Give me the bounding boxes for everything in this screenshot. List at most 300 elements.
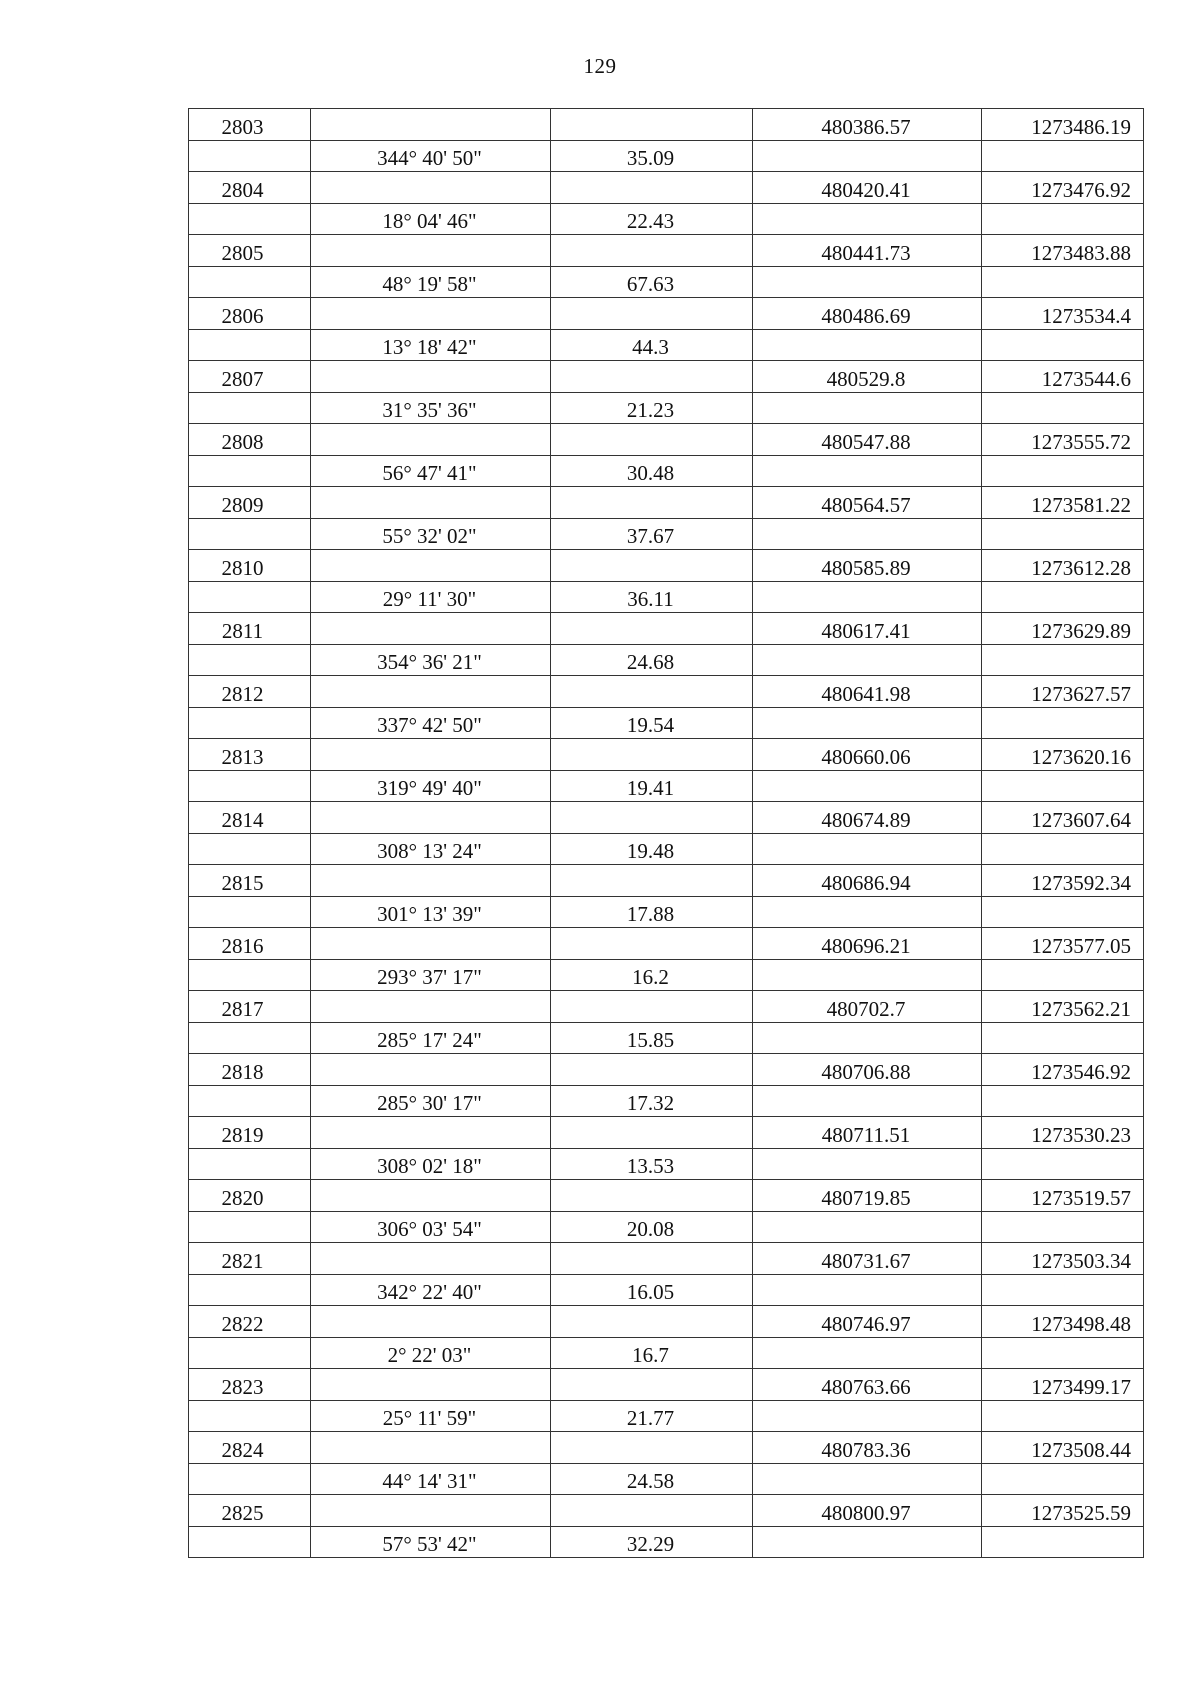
bearing-cell — [311, 361, 551, 393]
y-coordinate-value: 1273476.92 — [1031, 178, 1131, 202]
bearing-value: 57° 53' 42" — [382, 1532, 477, 1556]
station-value: 2807 — [221, 367, 264, 391]
y-coordinate-cell — [982, 1369, 1144, 1401]
y-coordinate-cell — [982, 1212, 1144, 1243]
y-coordinate-cell — [982, 991, 1144, 1023]
distance-cell — [551, 204, 753, 235]
x-coordinate-cell — [753, 1275, 982, 1306]
bearing-cell — [311, 1401, 551, 1432]
bearing-value: 13° 18' 42" — [382, 335, 477, 359]
bearing-cell — [311, 487, 551, 519]
station-cell — [189, 739, 311, 771]
x-coordinate-cell — [753, 1495, 982, 1527]
course-row — [189, 1023, 1144, 1054]
distance-cell — [551, 834, 753, 865]
distance-cell — [551, 109, 753, 141]
course-row — [189, 960, 1144, 991]
station-row — [189, 991, 1144, 1023]
bearing-value: 48° 19' 58" — [382, 272, 477, 296]
x-coordinate-value: 480617.41 — [821, 619, 911, 643]
page-number: 129 — [583, 54, 617, 78]
station-row — [189, 361, 1144, 393]
bearing-cell — [311, 1117, 551, 1149]
course-row — [189, 204, 1144, 235]
x-coordinate-cell — [753, 960, 982, 991]
x-coordinate-cell — [753, 897, 982, 928]
course-row — [189, 645, 1144, 676]
course-row — [189, 1275, 1144, 1306]
bearing-cell — [311, 519, 551, 550]
station-cell — [189, 267, 311, 298]
station-value: 2820 — [221, 1186, 264, 1210]
y-coordinate-cell — [982, 235, 1144, 267]
distance-cell — [551, 1243, 753, 1275]
y-coordinate-cell — [982, 361, 1144, 393]
y-coordinate-cell — [982, 204, 1144, 235]
distance-value: 67.63 — [626, 272, 675, 296]
x-coordinate-cell — [753, 1149, 982, 1180]
y-coordinate-cell — [982, 1117, 1144, 1149]
station-row — [189, 1432, 1144, 1464]
y-coordinate-value: 1273612.28 — [1031, 556, 1131, 580]
y-coordinate-cell — [982, 645, 1144, 676]
station-value: 2825 — [221, 1501, 264, 1525]
distance-cell — [551, 1401, 753, 1432]
station-cell — [189, 1023, 311, 1054]
x-coordinate-value: 480529.8 — [826, 367, 906, 391]
bearing-cell — [311, 267, 551, 298]
station-value: 2815 — [221, 871, 264, 895]
station-cell — [189, 834, 311, 865]
station-cell — [189, 456, 311, 487]
station-row — [189, 676, 1144, 708]
station-row — [189, 172, 1144, 204]
x-coordinate-cell — [753, 739, 982, 771]
distance-cell — [551, 1212, 753, 1243]
y-coordinate-value: 1273534.4 — [1041, 304, 1131, 328]
x-coordinate-cell — [753, 393, 982, 424]
bearing-cell — [311, 613, 551, 645]
y-coordinate-cell — [982, 267, 1144, 298]
y-coordinate-cell — [982, 739, 1144, 771]
bearing-cell — [311, 424, 551, 456]
y-coordinate-cell — [982, 1149, 1144, 1180]
y-coordinate-cell — [982, 1054, 1144, 1086]
x-coordinate-cell — [753, 928, 982, 960]
bearing-cell — [311, 204, 551, 235]
x-coordinate-cell — [753, 645, 982, 676]
bearing-cell — [311, 141, 551, 172]
distance-cell — [551, 645, 753, 676]
y-coordinate-value: 1273629.89 — [1031, 619, 1131, 643]
course-row — [189, 1401, 1144, 1432]
distance-cell — [551, 550, 753, 582]
x-coordinate-value: 480702.7 — [826, 997, 906, 1021]
y-coordinate-cell — [982, 897, 1144, 928]
y-coordinate-cell — [982, 172, 1144, 204]
bearing-cell — [311, 235, 551, 267]
bearing-value: 29° 11' 30" — [382, 587, 477, 611]
x-coordinate-cell — [753, 109, 982, 141]
x-coordinate-cell — [753, 991, 982, 1023]
distance-cell — [551, 708, 753, 739]
distance-value: 24.58 — [626, 1469, 675, 1493]
y-coordinate-value: 1273620.16 — [1031, 745, 1131, 769]
station-cell — [189, 298, 311, 330]
distance-value: 13.53 — [626, 1154, 675, 1178]
bearing-cell — [311, 1338, 551, 1369]
course-row — [189, 456, 1144, 487]
y-coordinate-value: 1273555.72 — [1031, 430, 1131, 454]
distance-value: 36.11 — [627, 587, 674, 611]
x-coordinate-cell — [753, 708, 982, 739]
station-cell — [189, 109, 311, 141]
x-coordinate-cell — [753, 172, 982, 204]
distance-value: 15.85 — [626, 1028, 675, 1052]
y-coordinate-value: 1273627.57 — [1031, 682, 1131, 706]
x-coordinate-cell — [753, 1306, 982, 1338]
distance-value: 17.32 — [626, 1091, 675, 1115]
x-coordinate-cell — [753, 487, 982, 519]
station-cell — [189, 487, 311, 519]
bearing-value: 354° 36' 21" — [377, 650, 482, 674]
bearing-cell — [311, 771, 551, 802]
x-coordinate-value: 480711.51 — [821, 1123, 911, 1147]
distance-cell — [551, 676, 753, 708]
bearing-value: 2° 22' 03" — [387, 1343, 472, 1367]
distance-cell — [551, 519, 753, 550]
distance-cell — [551, 235, 753, 267]
station-row — [189, 1495, 1144, 1527]
x-coordinate-cell — [753, 802, 982, 834]
y-coordinate-value: 1273581.22 — [1031, 493, 1131, 517]
bearing-cell — [311, 708, 551, 739]
course-row — [189, 141, 1144, 172]
distance-value: 21.23 — [626, 398, 675, 422]
bearing-cell — [311, 1054, 551, 1086]
y-coordinate-value: 1273508.44 — [1031, 1438, 1131, 1462]
bearing-cell — [311, 739, 551, 771]
distance-cell — [551, 928, 753, 960]
distance-cell — [551, 802, 753, 834]
distance-cell — [551, 1338, 753, 1369]
x-coordinate-cell — [753, 424, 982, 456]
y-coordinate-cell — [982, 298, 1144, 330]
bearing-cell — [311, 298, 551, 330]
station-cell — [189, 897, 311, 928]
x-coordinate-cell — [753, 613, 982, 645]
y-coordinate-value: 1273592.34 — [1031, 871, 1131, 895]
course-row — [189, 330, 1144, 361]
distance-value: 35.09 — [626, 146, 675, 170]
station-cell — [189, 424, 311, 456]
bearing-value: 55° 32' 02" — [382, 524, 477, 548]
distance-value: 44.3 — [632, 335, 669, 359]
distance-cell — [551, 456, 753, 487]
station-cell — [189, 613, 311, 645]
course-row — [189, 1527, 1144, 1558]
station-cell — [189, 708, 311, 739]
y-coordinate-cell — [982, 109, 1144, 141]
station-cell — [189, 865, 311, 897]
station-cell — [189, 1054, 311, 1086]
distance-cell — [551, 424, 753, 456]
x-coordinate-value: 480420.41 — [821, 178, 911, 202]
bearing-value: 319° 49' 40" — [377, 776, 482, 800]
y-coordinate-cell — [982, 1495, 1144, 1527]
station-value: 2810 — [221, 556, 264, 580]
course-row — [189, 582, 1144, 613]
bearing-cell — [311, 1306, 551, 1338]
distance-value: 17.88 — [626, 902, 675, 926]
y-coordinate-cell — [982, 1306, 1144, 1338]
station-cell — [189, 1117, 311, 1149]
distance-cell — [551, 298, 753, 330]
distance-cell — [551, 613, 753, 645]
station-cell — [189, 1086, 311, 1117]
y-coordinate-cell — [982, 928, 1144, 960]
bearing-value: 301° 13' 39" — [377, 902, 482, 926]
station-cell — [189, 1180, 311, 1212]
bearing-cell — [311, 172, 551, 204]
bearing-cell — [311, 393, 551, 424]
bearing-value: 31° 35' 36" — [382, 398, 477, 422]
bearing-value: 56° 47' 41" — [382, 461, 477, 485]
x-coordinate-value: 480674.89 — [821, 808, 911, 832]
distance-cell — [551, 361, 753, 393]
bearing-cell — [311, 1212, 551, 1243]
bearing-cell — [311, 676, 551, 708]
x-coordinate-cell — [753, 1243, 982, 1275]
bearing-value: 18° 04' 46" — [382, 209, 477, 233]
bearing-value: 308° 13' 24" — [377, 839, 482, 863]
station-value: 2823 — [221, 1375, 264, 1399]
y-coordinate-cell — [982, 1243, 1144, 1275]
course-row — [189, 1464, 1144, 1495]
y-coordinate-cell — [982, 1464, 1144, 1495]
x-coordinate-value: 480719.85 — [821, 1186, 911, 1210]
y-coordinate-cell — [982, 1338, 1144, 1369]
distance-value: 16.05 — [626, 1280, 675, 1304]
station-row — [189, 235, 1144, 267]
station-value: 2817 — [221, 997, 264, 1021]
y-coordinate-value: 1273499.17 — [1031, 1375, 1131, 1399]
distance-value: 19.41 — [626, 776, 675, 800]
distance-value: 19.48 — [626, 839, 675, 863]
x-coordinate-value: 480641.98 — [821, 682, 911, 706]
x-coordinate-value: 480763.66 — [821, 1375, 911, 1399]
distance-cell — [551, 267, 753, 298]
bearing-cell — [311, 1243, 551, 1275]
x-coordinate-value: 480486.69 — [821, 304, 911, 328]
y-coordinate-cell — [982, 487, 1144, 519]
y-coordinate-cell — [982, 519, 1144, 550]
bearing-cell — [311, 1149, 551, 1180]
y-coordinate-value: 1273607.64 — [1031, 808, 1131, 832]
x-coordinate-cell — [753, 267, 982, 298]
x-coordinate-value: 480696.21 — [821, 934, 911, 958]
station-cell — [189, 1149, 311, 1180]
station-cell — [189, 676, 311, 708]
bearing-value: 285° 17' 24" — [377, 1028, 482, 1052]
x-coordinate-cell — [753, 1212, 982, 1243]
bearing-cell — [311, 1369, 551, 1401]
distance-cell — [551, 897, 753, 928]
distance-cell — [551, 865, 753, 897]
station-value: 2824 — [221, 1438, 264, 1462]
x-coordinate-value: 480585.89 — [821, 556, 911, 580]
y-coordinate-cell — [982, 1275, 1144, 1306]
station-cell — [189, 235, 311, 267]
distance-value: 24.68 — [626, 650, 675, 674]
station-cell — [189, 519, 311, 550]
x-coordinate-cell — [753, 834, 982, 865]
station-cell — [189, 361, 311, 393]
station-cell — [189, 204, 311, 235]
station-row — [189, 802, 1144, 834]
station-row — [189, 298, 1144, 330]
bearing-value: 342° 22' 40" — [377, 1280, 482, 1304]
distance-value: 22.43 — [626, 209, 675, 233]
distance-cell — [551, 1464, 753, 1495]
station-row — [189, 487, 1144, 519]
station-value: 2811 — [221, 619, 264, 643]
station-cell — [189, 1243, 311, 1275]
distance-value: 16.2 — [632, 965, 669, 989]
x-coordinate-cell — [753, 1432, 982, 1464]
station-cell — [189, 771, 311, 802]
y-coordinate-cell — [982, 676, 1144, 708]
x-coordinate-value: 480731.67 — [821, 1249, 911, 1273]
x-coordinate-value: 480547.88 — [821, 430, 911, 454]
distance-cell — [551, 1023, 753, 1054]
y-coordinate-value: 1273483.88 — [1031, 241, 1131, 265]
x-coordinate-cell — [753, 1369, 982, 1401]
station-cell — [189, 991, 311, 1023]
x-coordinate-cell — [753, 1464, 982, 1495]
station-cell — [189, 928, 311, 960]
y-coordinate-cell — [982, 613, 1144, 645]
distance-cell — [551, 1495, 753, 1527]
station-cell — [189, 1527, 311, 1558]
x-coordinate-cell — [753, 330, 982, 361]
y-coordinate-cell — [982, 834, 1144, 865]
x-coordinate-cell — [753, 1180, 982, 1212]
station-cell — [189, 330, 311, 361]
bearing-cell — [311, 550, 551, 582]
x-coordinate-cell — [753, 1117, 982, 1149]
x-coordinate-value: 480783.36 — [821, 1438, 911, 1462]
distance-value: 20.08 — [626, 1217, 675, 1241]
distance-cell — [551, 393, 753, 424]
survey-coordinates-table — [188, 108, 1144, 1558]
bearing-cell — [311, 897, 551, 928]
station-value: 2809 — [221, 493, 264, 517]
distance-cell — [551, 960, 753, 991]
y-coordinate-cell — [982, 708, 1144, 739]
bearing-cell — [311, 834, 551, 865]
station-value: 2816 — [221, 934, 264, 958]
station-row — [189, 550, 1144, 582]
bearing-cell — [311, 330, 551, 361]
bearing-cell — [311, 960, 551, 991]
bearing-value: 306° 03' 54" — [377, 1217, 482, 1241]
distance-value: 37.67 — [626, 524, 675, 548]
x-coordinate-cell — [753, 1401, 982, 1432]
distance-cell — [551, 1275, 753, 1306]
bearing-value: 308° 02' 18" — [377, 1154, 482, 1178]
bearing-cell — [311, 645, 551, 676]
bearing-cell — [311, 1464, 551, 1495]
y-coordinate-value: 1273530.23 — [1031, 1123, 1131, 1147]
y-coordinate-cell — [982, 1180, 1144, 1212]
y-coordinate-cell — [982, 1432, 1144, 1464]
station-cell — [189, 1338, 311, 1369]
station-value: 2803 — [221, 115, 264, 139]
x-coordinate-cell — [753, 582, 982, 613]
x-coordinate-cell — [753, 550, 982, 582]
course-row — [189, 267, 1144, 298]
x-coordinate-cell — [753, 204, 982, 235]
station-cell — [189, 1495, 311, 1527]
station-row — [189, 1369, 1144, 1401]
distance-value: 30.48 — [626, 461, 675, 485]
y-coordinate-value: 1273544.6 — [1041, 367, 1131, 391]
x-coordinate-value: 480441.73 — [821, 241, 911, 265]
course-row — [189, 708, 1144, 739]
x-coordinate-value: 480564.57 — [821, 493, 911, 517]
station-cell — [189, 172, 311, 204]
station-row — [189, 1117, 1144, 1149]
x-coordinate-cell — [753, 1338, 982, 1369]
y-coordinate-cell — [982, 1086, 1144, 1117]
distance-value: 16.7 — [632, 1343, 669, 1367]
station-value: 2821 — [221, 1249, 264, 1273]
station-cell — [189, 582, 311, 613]
distance-value: 21.77 — [626, 1406, 675, 1430]
y-coordinate-cell — [982, 582, 1144, 613]
station-cell — [189, 1432, 311, 1464]
bearing-cell — [311, 1527, 551, 1558]
course-row — [189, 1212, 1144, 1243]
bearing-cell — [311, 1086, 551, 1117]
bearing-value: 337° 42' 50" — [377, 713, 482, 737]
course-row — [189, 1086, 1144, 1117]
course-row — [189, 393, 1144, 424]
course-row — [189, 897, 1144, 928]
x-coordinate-cell — [753, 519, 982, 550]
x-coordinate-value: 480386.57 — [821, 115, 911, 139]
station-row — [189, 1306, 1144, 1338]
station-row — [189, 1054, 1144, 1086]
y-coordinate-value: 1273546.92 — [1031, 1060, 1131, 1084]
bearing-value: 44° 14' 31" — [382, 1469, 477, 1493]
station-row — [189, 928, 1144, 960]
bearing-cell — [311, 1432, 551, 1464]
y-coordinate-cell — [982, 802, 1144, 834]
station-row — [189, 865, 1144, 897]
y-coordinate-cell — [982, 456, 1144, 487]
bearing-value: 25° 11' 59" — [382, 1406, 477, 1430]
bearing-value: 344° 40' 50" — [377, 146, 482, 170]
y-coordinate-value: 1273498.48 — [1031, 1312, 1131, 1336]
y-coordinate-cell — [982, 550, 1144, 582]
distance-cell — [551, 1149, 753, 1180]
y-coordinate-cell — [982, 960, 1144, 991]
station-row — [189, 739, 1144, 771]
bearing-cell — [311, 1023, 551, 1054]
bearing-value: 293° 37' 17" — [377, 965, 482, 989]
